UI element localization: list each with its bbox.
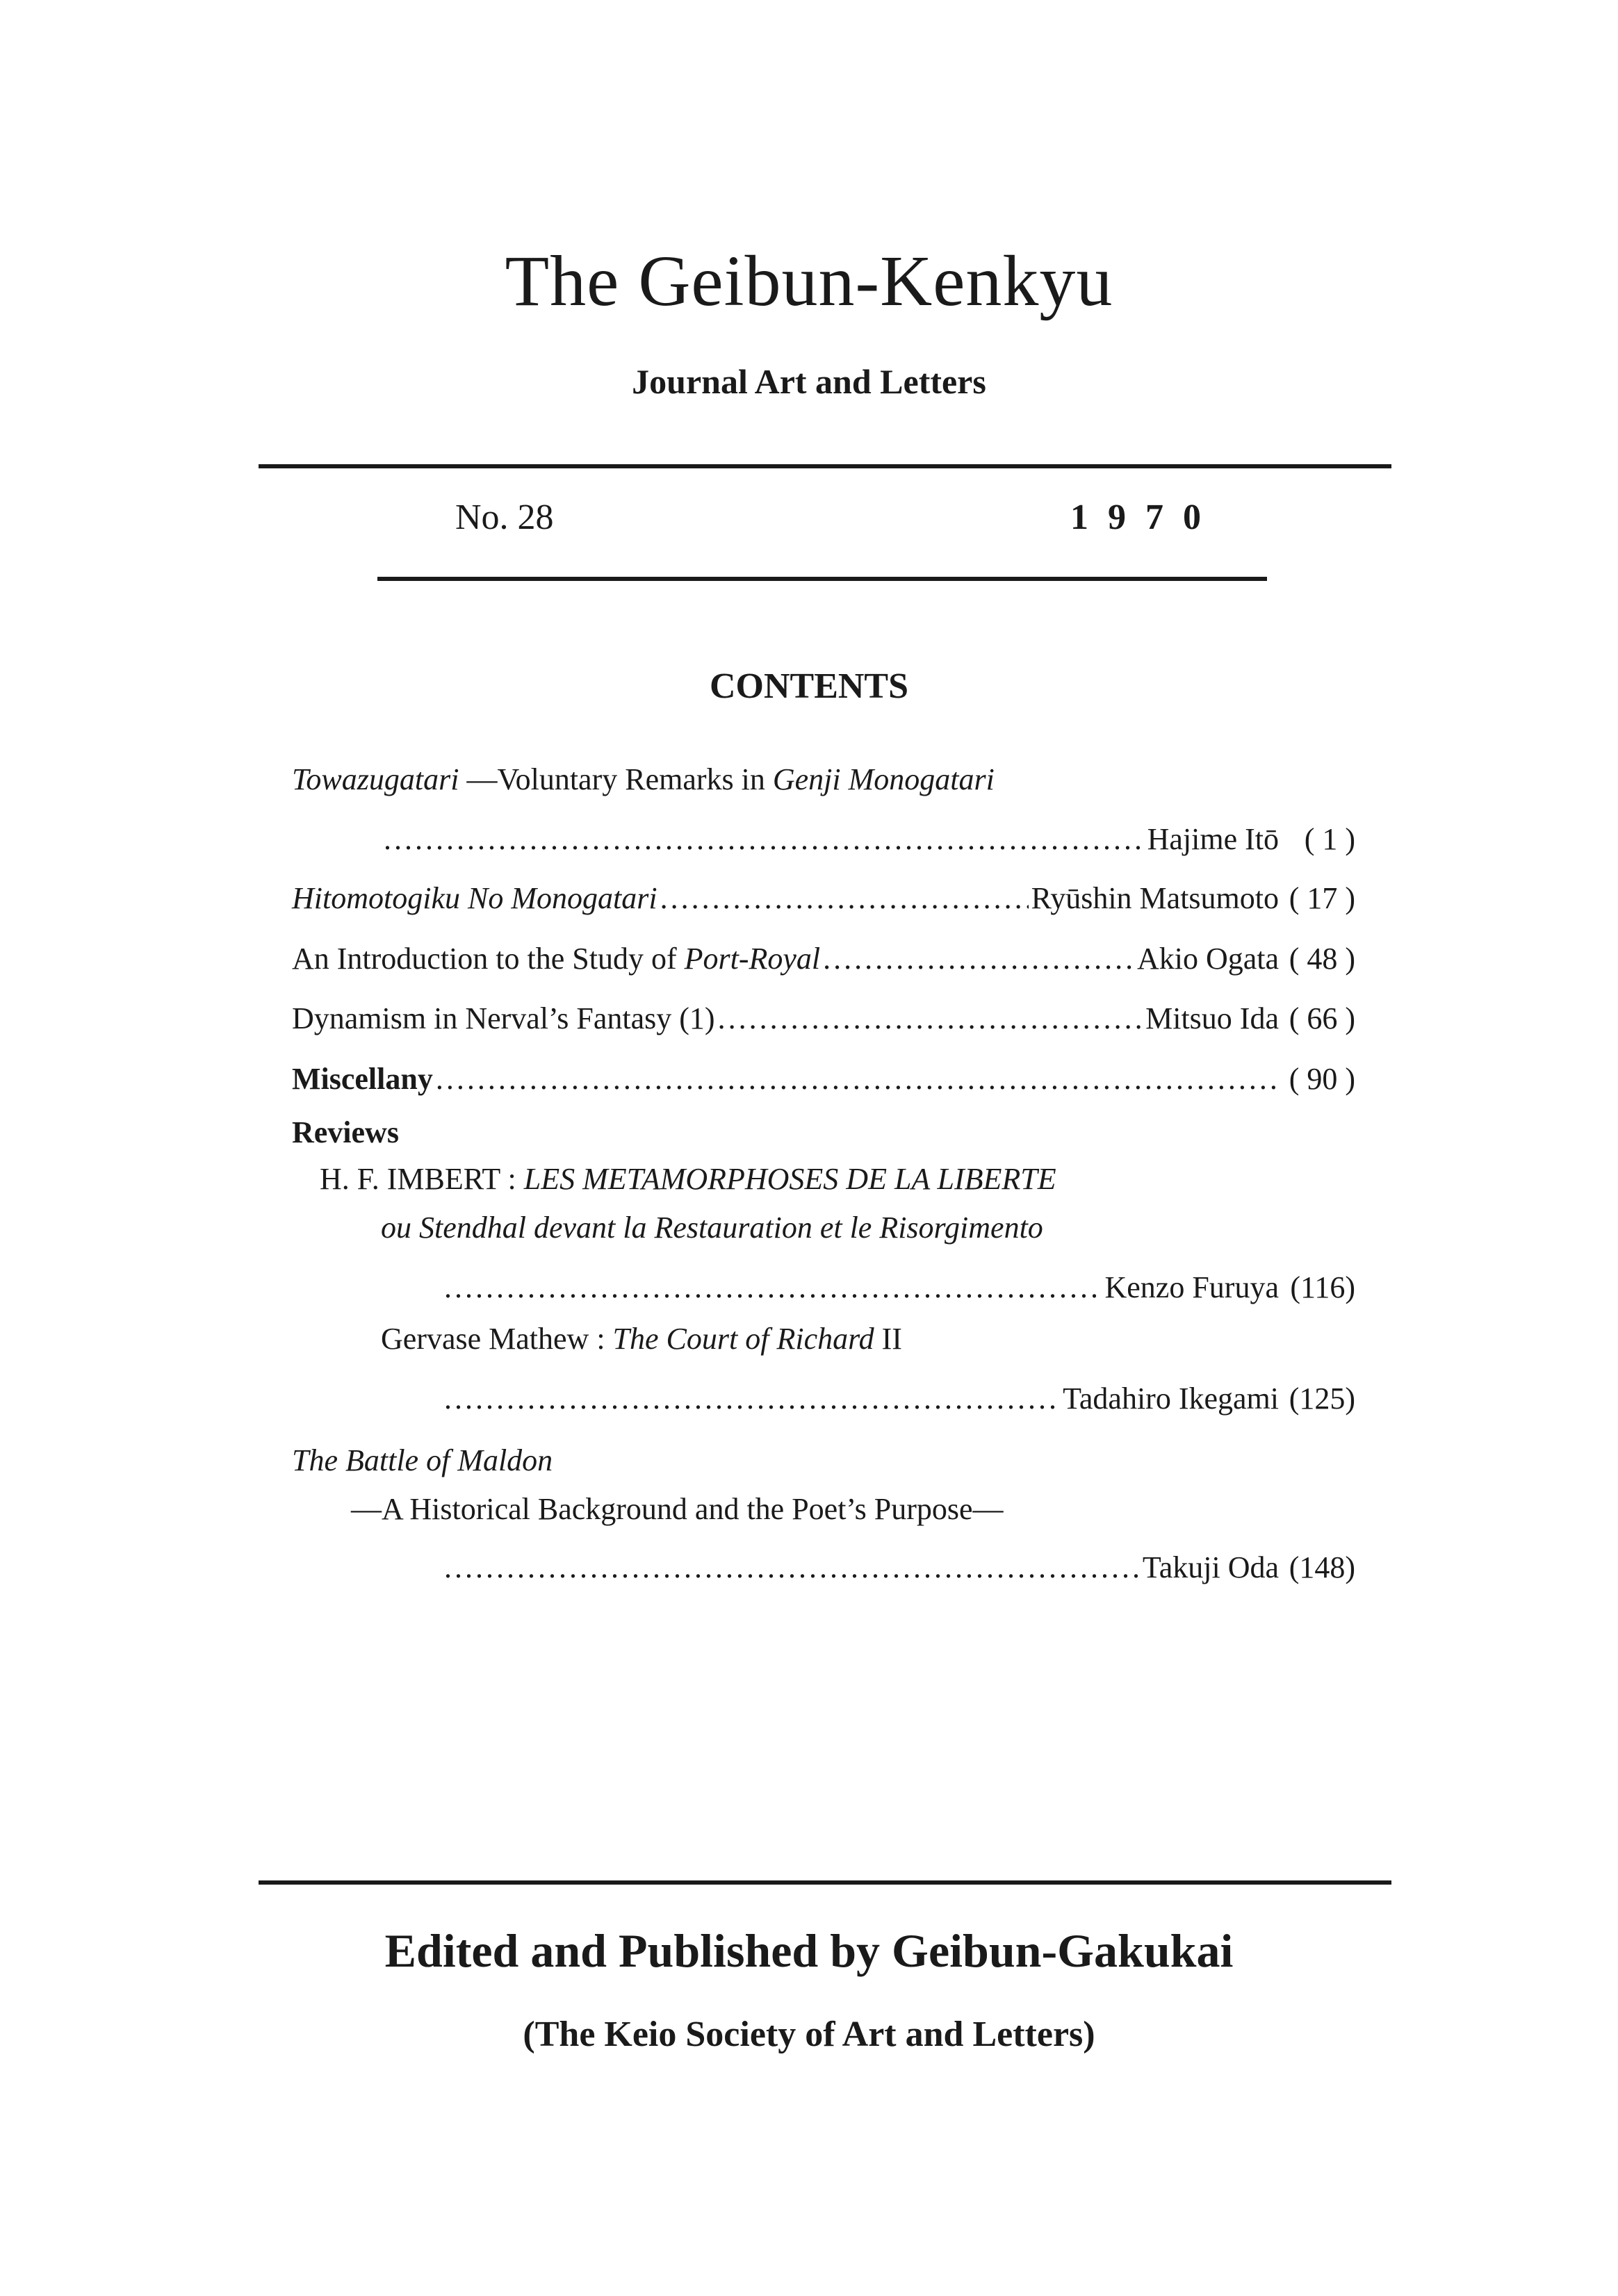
entry-4-author: Mitsuo Ida	[1145, 1001, 1279, 1035]
review-1-line1	[320, 1164, 1056, 1195]
review-1-title: LES METAMORPHOSES DE LA LIBERTE	[523, 1162, 1056, 1196]
entry-1-title-part3: Genji Monogatari	[772, 762, 995, 796]
toc-entry-miscellany	[292, 1053, 1355, 1094]
final-entry-title: The Battle of Maldon	[292, 1443, 553, 1477]
review-1-line2: ou Stendhal devant la Restauration et le Risorgimento	[381, 1211, 1043, 1245]
review-2-line2	[441, 1372, 1355, 1414]
dot-leader	[823, 944, 1134, 974]
entry-1-author: Hajime Itō	[1147, 822, 1279, 856]
dot-leader	[444, 1552, 1140, 1583]
entry-2-title: Hitomotogiku No Monogatari	[292, 881, 657, 915]
miscellany-title: Miscellany	[292, 1062, 433, 1096]
entry-1-page: ( 1 )	[1304, 822, 1355, 856]
toc-entry-1-line	[381, 813, 1355, 855]
review-1-author: H. F. IMBERT :	[320, 1162, 524, 1196]
toc-entry-2	[292, 872, 1355, 914]
toc-entry-4	[292, 992, 1355, 1034]
journal-title: The Geibun-Kenkyu	[505, 241, 1113, 321]
issue-number: No. 28	[455, 498, 554, 537]
toc-entry-3	[292, 933, 1355, 974]
entry-3-page: ( 48 )	[1289, 942, 1355, 976]
entry-4-page: ( 66 )	[1289, 1001, 1355, 1035]
review-1-page: (116)	[1290, 1270, 1355, 1304]
entry-2-page: ( 17 )	[1289, 881, 1355, 915]
toc-entry-1-title	[292, 764, 995, 795]
review-2-title-suffix: II	[874, 1322, 902, 1356]
miscellany-page: ( 90 )	[1289, 1062, 1355, 1096]
dot-leader	[384, 824, 1145, 855]
entry-3-title-part2: Port-Royal	[684, 942, 821, 976]
entry-1-title-part1: Towazugatari	[292, 762, 459, 796]
entry-3-author: Akio Ogata	[1136, 942, 1279, 976]
footer-rule	[259, 1880, 1391, 1885]
review-1-line3	[441, 1261, 1355, 1303]
final-entry-page: (148)	[1289, 1550, 1355, 1584]
review-2-author: Gervase Mathew :	[381, 1322, 613, 1356]
journal-subtitle: Journal Art and Letters	[632, 362, 986, 401]
dot-leader	[660, 883, 1029, 914]
final-entry-subtitle: —A Historical Background and the Poet’s Purpose—	[351, 1492, 1004, 1526]
issue-year: 1970	[1070, 498, 1220, 537]
review-2-page: (125)	[1289, 1381, 1355, 1416]
entry-1-title-part2: —Voluntary Remarks in	[459, 762, 773, 796]
review-2-reviewer: Tadahiro Ikegami	[1063, 1381, 1279, 1416]
final-entry-author: Takuji Oda	[1142, 1550, 1279, 1584]
dot-leader	[444, 1384, 1060, 1414]
dot-leader	[436, 1064, 1276, 1094]
dot-leader	[444, 1272, 1102, 1303]
publisher-line: Edited and Published by Geibun-Gakukai	[384, 1924, 1234, 1977]
reviews-heading: Reviews	[292, 1115, 399, 1149]
top-rule	[259, 464, 1391, 468]
society-line: (The Keio Society of Art and Letters)	[523, 2015, 1095, 2054]
review-2-line1	[381, 1324, 902, 1354]
issue-rule	[377, 577, 1267, 581]
contents-heading: CONTENTS	[709, 666, 909, 706]
entry-4-title: Dynamism in Nerval’s Fantasy (1)	[292, 1001, 715, 1035]
review-2-title: The Court of Richard	[612, 1322, 874, 1356]
entry-3-title-part1: An Introduction to the Study of	[292, 942, 685, 976]
entry-2-author: Ryūshin Matsumoto	[1031, 881, 1279, 915]
dot-leader	[718, 1003, 1143, 1034]
final-entry-line	[441, 1541, 1355, 1583]
review-1-reviewer: Kenzo Furuya	[1104, 1270, 1279, 1304]
